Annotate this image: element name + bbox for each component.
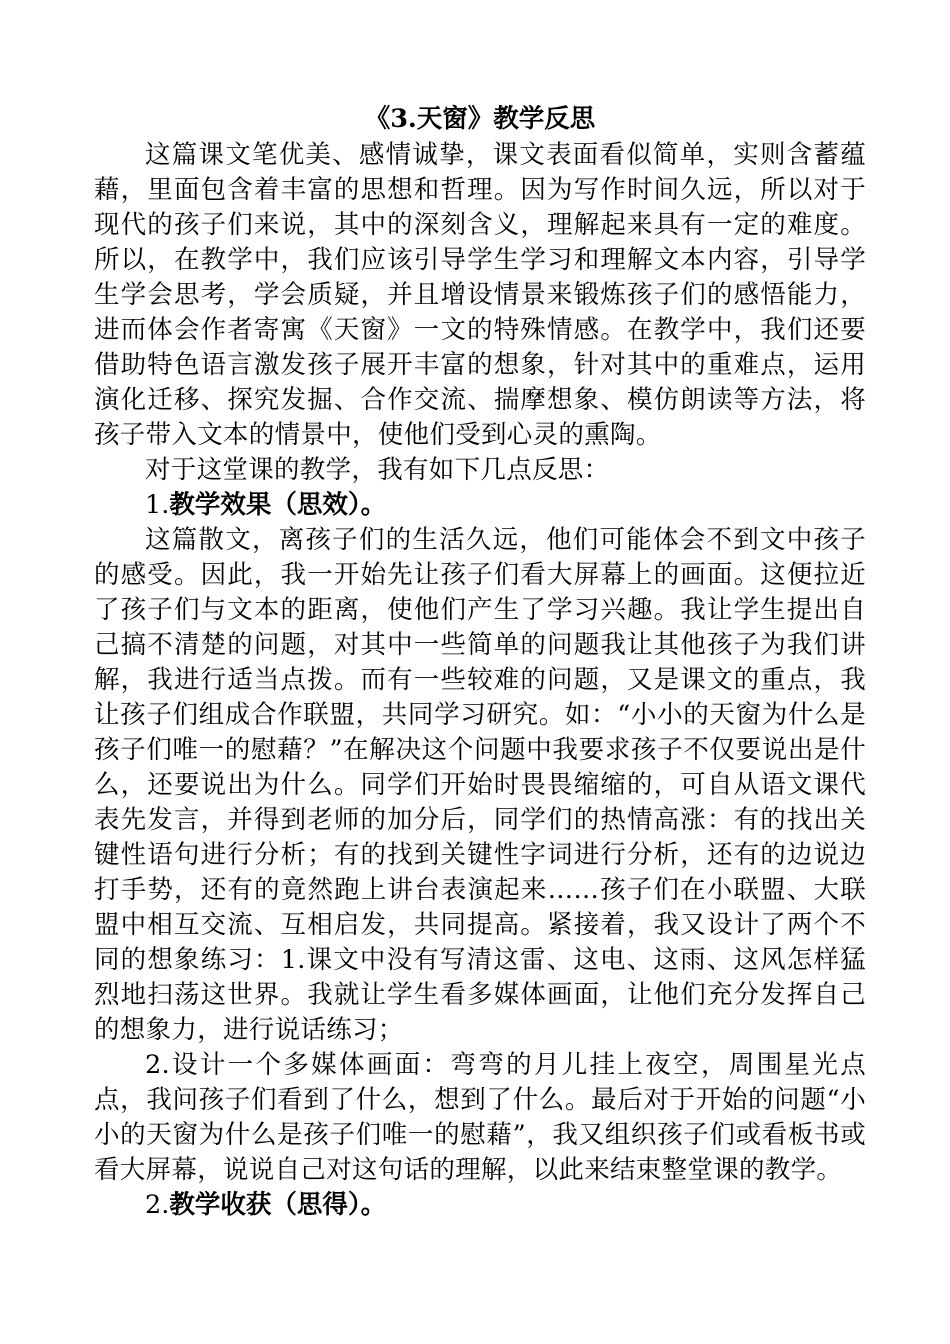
intro-paragraph: 这篇课文笔优美、感情诚挚，课文表面看似简单，实则含蓄蕴藉，里面包含着丰富的思想和哲理。因为写作时间久远，所以对于现代的孩子们来说，其中的深刻含义，理解起来具有一定的难度。所以，在教学中，我们应该引导学生学习和理解文本内容，引导学生学会思考，学会质疑，并且增设情景来锻炼孩子们的感悟能力，进而体会作者寄寓《天窗》一文的特殊情感。在教学中，我们还要借助特色语言激发孩子展开丰富的想象，针对其中的重难点，运用演化迁移、探究发掘、合作交流、揣摩想象、模仿朗读等方法，将孩子带入文本的情景中，使他们受到心灵的熏陶。 — [94, 140, 866, 450]
document-title: 《3.天窗》教学反思 — [364, 104, 596, 134]
section-heading-1-text: 教学效果（思效）。 — [169, 490, 387, 520]
section-heading-1-number: 1. — [145, 490, 170, 520]
document-page — [94, 100, 866, 1223]
section-heading-1 — [94, 488, 866, 523]
section-1-paragraph: 这篇散文，离孩子们的生活久远，他们可能体会不到文中孩子的感受。因此，我一开始先让孩子们看大屏幕上的画面。这便拉近了孩子们与文本的距离，使他们产生了学习兴趣。我让学生提出自己搞不清楚的问题，对其中一些简单的问题我让其他孩子为我们讲解，我进行适当点拨。而有一些较难的问题，又是课文的重点，我让孩子们组成合作联盟，共同学习研究。如：“小小的天窗为什么是孩子们唯一的慰藉？”在解决这个问题中我要求孩子不仅要说出是什么，还要说出为什么。同学们开始时畏畏缩缩的，可自从语文课代表先发言，并得到老师的加分后，同学们的热情高涨：有的找出关键性语句进行分析；有的找到关键性字词进行分析，还有的边说边打手势，还有的竟然跑上讲台表演起来……孩子们在小联盟、大联盟中相互交流、互相启发，共同提高。紧接着，我又设计了两个不同的想象练习：1.课文中没有写清这雷、这电、这雨、这风怎样猛烈地扫荡这世界。我就让学生看多媒体画面，让他们充分发挥自己的想象力，进行说话练习； — [94, 525, 866, 1045]
reflection-intro-paragraph: 对于这堂课的教学，我有如下几点反思： — [145, 455, 610, 485]
section-heading-2-number: 2. — [145, 1190, 170, 1220]
section-1-paragraph: 2.设计一个多媒体画面：弯弯的月儿挂上夜空，周围星光点点，我问孩子们看到了什么，想到了什么。最后对于开始的问题“小小的天窗为什么是孩子们唯一的慰藉”，我又组织孩子们或看板书或看大屏幕，说说自己对这句话的理解，以此来结束整堂课的教学。 — [94, 1050, 866, 1185]
section-heading-2 — [94, 1188, 866, 1223]
section-heading-2-text: 教学收获（思得）。 — [169, 1190, 387, 1220]
